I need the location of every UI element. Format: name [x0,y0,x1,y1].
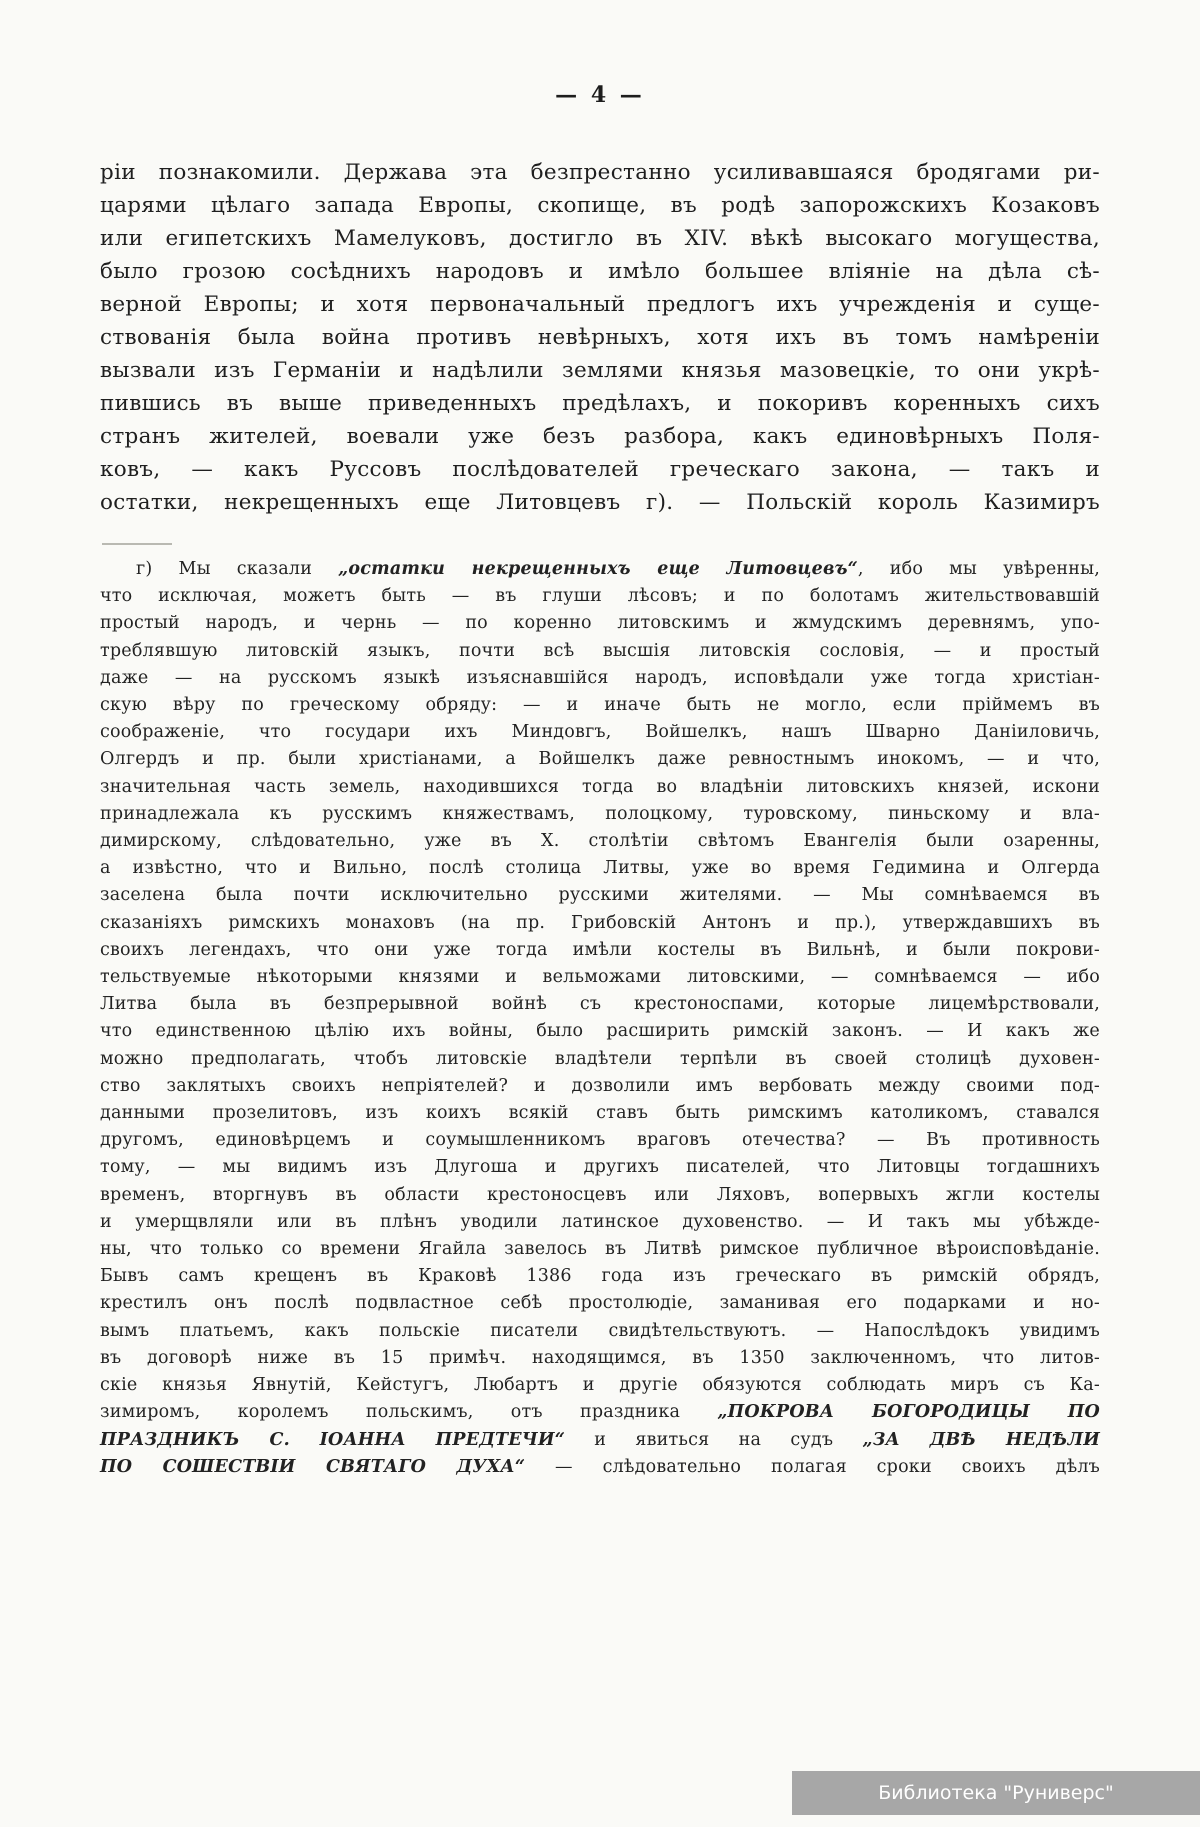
footnote-line [100,1427,1100,1454]
text-segment: , ибо мы увѣренны, [857,559,1100,579]
footnote-line: что единственною цѣлію ихъ войны, было расширить римскій законъ. — И какъ же [100,1021,1100,1042]
footnote-line: Литва была въ безпрерывной войнѣ съ крестоноспами, которые лицемѣрствовали, [100,994,1100,1015]
main-text-line: вызвали изъ Германіи и надѣлили землями князья мазовецкіе, то они укрѣ- [100,358,1100,383]
footnote [100,556,1100,1481]
library-watermark-label: Библиотека "Руниверс" [878,1782,1114,1804]
footnote-line: тельствуемые нѣкоторыми князями и вельможами литовскими, — сомнѣваемся — ибо [100,967,1100,988]
footnote-line: димирскому, слѣдовательно, уже въ X. столѣтіи свѣтомъ Евангелія были озаренны, [100,831,1100,852]
footnote-line [100,1399,1100,1426]
footnote-line: заселена была почти исключительно русскими жителями. — Мы сомнѣваемся въ [100,885,1100,906]
footnote-line [100,556,1100,583]
text-segment: ПРАЗДНИКЪ С. ІОАННА ПРЕДТЕЧИ“ [100,1429,565,1450]
text-segment: „остатки некрещенныхъ еще Литовцевъ“ [338,559,858,579]
footnote-line: ство заклятыхъ своихъ непріятелей? и дозволили имъ вербовать между своими под- [100,1075,1100,1096]
footnote-line: своихъ легендахъ, что они уже тогда имѣли костелы въ Вильнѣ, и были покрови- [100,939,1100,960]
footnote-line: скую вѣру по греческому обряду: — и иначе быть не могло, если пріймемъ въ [100,695,1100,716]
footnote-line: временъ, вторгнувъ въ области крестоносцевъ или Ляховъ, вопервыхъ жгли костелы [100,1184,1100,1205]
footnote-line: другомъ, единовѣрцемъ и соумышленникомъ враговъ отечества? — Въ противность [100,1130,1100,1151]
footnote-line: сказаніяхъ римскихъ монаховъ (на пр. Грибовскій Антонъ и пр.), утверждавшихъ въ [100,912,1100,933]
text-segment: и явиться на судъ [564,1429,863,1450]
footnote-line: Бывъ самъ крещенъ въ Краковѣ 1386 года изъ греческаго въ римскій обрядъ, [100,1266,1100,1287]
main-text-line: пившись въ выше приведенныхъ предѣлахъ, и покоривъ коренныхъ сихъ [100,391,1100,416]
page-number: — 4 — [555,82,645,108]
main-text-line: ріи познакомили. Держава эта безпрестанно усиливавшаяся бродягами ри- [100,160,1100,185]
footnote-line: соображеніе, что государи ихъ Миндовгъ, Войшелкъ, нашъ Шварно Даніиловичь, [100,722,1100,743]
footnote-line: треблявшую литовскій языкъ, почти всѣ высшія литовскія сословія, — и простый [100,640,1100,661]
main-text-line: было грозою сосѣднихъ народовъ и имѣло большее вліяніе на дѣла сѣ- [100,259,1100,284]
footnote-line: простый народъ, и чернь — по коренно литовскимъ и жмудскимъ деревнямъ, упо- [100,613,1100,634]
text-segment: зимиромъ, королемъ польскимъ, отъ праздника [100,1402,718,1423]
library-watermark [792,1771,1200,1815]
main-text-line: странъ жителей, воевали уже безъ разбора, какъ единовѣрныхъ Поля- [100,424,1100,449]
footnote-line: ны, что только со времени Ягайла завелось въ Литвѣ римское публичное вѣроисповѣданіе. [100,1239,1100,1260]
footnote-line: Олгердъ и пр. были христіанами, а Войшелкъ даже ревностнымъ инокомъ, — и что, [100,749,1100,770]
text-segment: ПО СОШЕСТВІИ СВЯТАГО ДУХА“ [100,1456,526,1477]
text-segment: г) Мы сказали [136,559,339,579]
footnote-line: скіе князья Явнутій, Кейстугъ, Любартъ и другіе обязуются соблюдать миръ съ Ка- [100,1375,1100,1396]
footnote-line: даже — на русскомъ языкѣ изъяснавшійся народъ, исповѣдали уже тогда христіан- [100,667,1100,688]
footnote-line: въ договорѣ ниже въ 15 примѣч. находящимся, въ 1350 заключенномъ, что литов- [100,1347,1100,1368]
footnote-line: и умерщвляли или въ плѣнъ уводили латинское духовенство. — И такъ мы убѣжде- [100,1211,1100,1232]
text-segment: — слѣдовательно полагая сроки своихъ дѣлъ [525,1456,1100,1477]
footnote-line: крестилъ онъ послѣ подвластное себѣ простолюдіе, заманивая его подарками и но- [100,1293,1100,1314]
main-text-line: ствованія была война противъ невѣрныхъ, хотя ихъ въ томъ намѣреніи [100,325,1100,350]
footnote-line: тому, — мы видимъ изъ Длугоша и другихъ писателей, что Литовцы тогдашнихъ [100,1157,1100,1178]
footnote-line: можно предполагать, чтобъ литовскіе владѣтели терпѣли въ своей столицѣ духовен- [100,1048,1100,1069]
footnote-line: принадлежала къ русскимъ княжествамъ, полоцкому, туровскому, пиньскому и вла- [100,803,1100,824]
main-text-line: верной Европы; и хотя первоначальный предлогъ ихъ учрежденія и суще- [100,292,1100,317]
footnote-line: что исключая, можетъ быть — въ глуши лѣсовъ; и по болотамъ жительствовавшій [100,586,1100,607]
main-text-line: ковъ, — какъ Руссовъ послѣдователей греческаго закона, — такъ и [100,457,1100,482]
footnote-line: вымъ платьемъ, какъ польскіе писатели свидѣтельствуютъ. — Напослѣдокъ увидимъ [100,1320,1100,1341]
main-text-line: остатки, некрещенныхъ еще Литовцевъ г). — Польскій король Казимиръ [100,490,1100,515]
main-text-line: или египетскихъ Мамелуковъ, достигло въ XIV. вѣкѣ высокаго могущества, [100,226,1100,251]
footnote-line: а извѣстно, что и Вильно, послѣ столица Литвы, уже во время Гедимина и Олгерда [100,858,1100,879]
main-text-line: царями цѣлаго запада Европы, скопище, въ родѣ запорожскихъ Козаковъ [100,193,1100,218]
footnote-line: данными прозелитовъ, изъ коихъ всякій ставъ быть римскимъ католикомъ, ставался [100,1103,1100,1124]
text-segment: „ЗА ДВѢ НЕДѢЛИ [862,1429,1100,1450]
footnote-line: значительная часть земель, находившихся тогда во владѣніи литовскихъ князей, искони [100,776,1100,797]
footnote-separator [102,543,172,545]
text-segment: „ПОКРОВА БОГОРОДИЦЫ ПО [717,1402,1100,1423]
footnote-line [100,1454,1100,1481]
main-text [100,156,1100,519]
